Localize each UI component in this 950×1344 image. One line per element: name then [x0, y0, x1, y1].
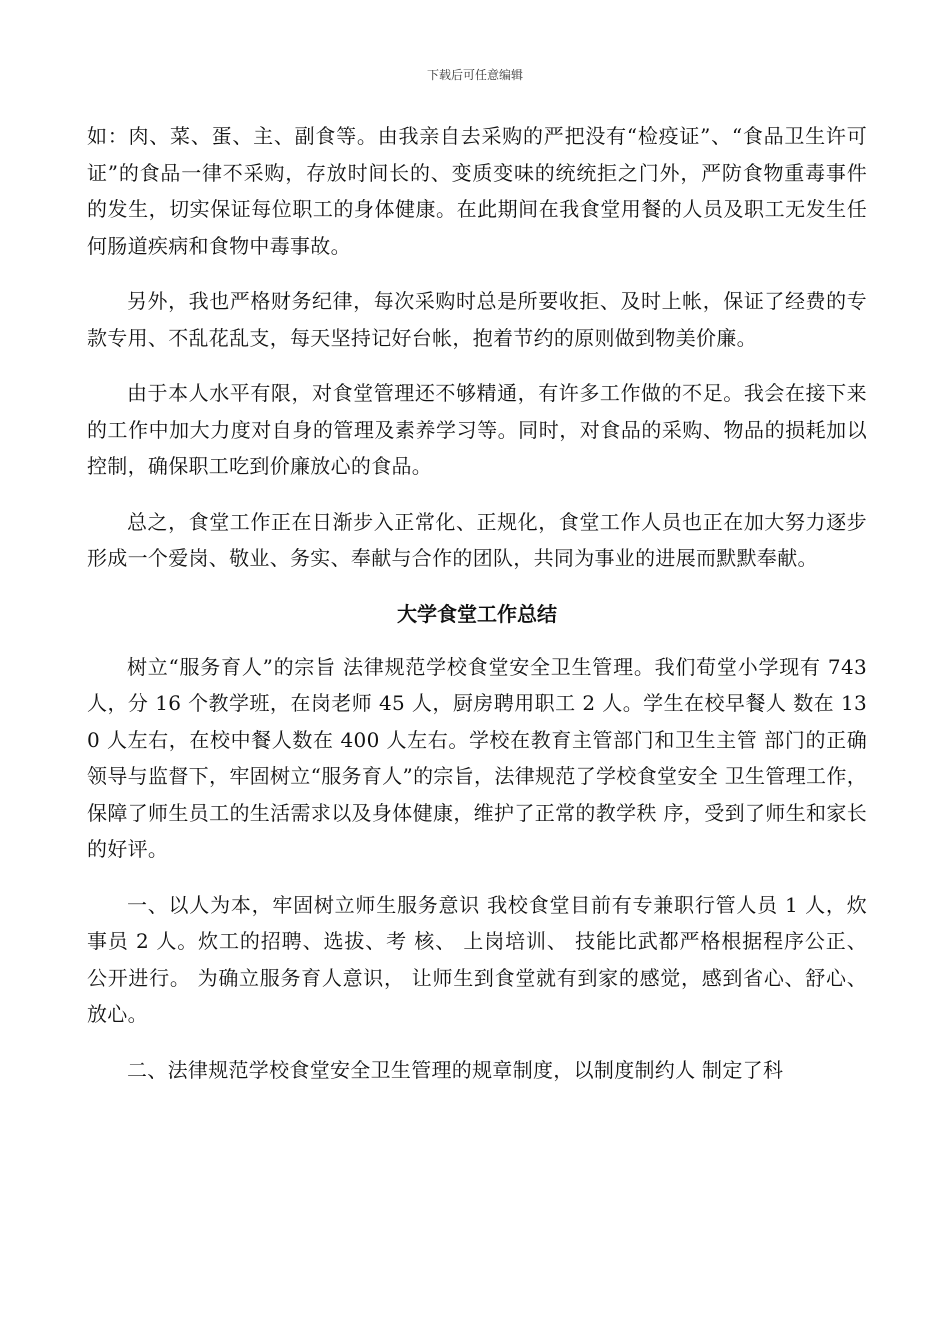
paragraph-finance: 另外，我也严格财务纪律，每次采购时总是所要收拒、及时上帐，保证了经费的专款专用、不乱花乱支，每天坚持记好台帐，抱着节约的原则做到物美价廉。	[87, 289, 867, 350]
document-body	[87, 118, 867, 1088]
paragraph-shortcomings: 由于本人水平有限，对食堂管理还不够精通，有许多工作做的不足。我会在接下来的工作中加大力度对自身的管理及素养学习等。同时，对食品的采购、物品的损耗加以控制，确保职工吃到价廉放心的食品。	[87, 381, 867, 478]
page-header-note: 下载后可任意编辑	[426, 68, 523, 82]
paragraph-service-purpose: 树立“服务育人”的宗旨 法律规范学校食堂安全卫生管理。我们荀堂小学现有 743 人，分 16 个教学班，在岗老师 45 人，厨房聘用职工 2 人。学生在校早餐人 数在 130 人左右，在校中餐人数在 400 人左右。学校在教育主管部门和卫生主管 部门的正确领导与监督下，牢固树立“服务育人”的宗旨，法律规范了学校食堂安全 卫生管理工作，保障了师生员工的生活需求以及身体健康，维护了正常的教学秩 序，受到了师生和家长的好评。	[87, 654, 867, 861]
paragraph-procurement: 如：肉、菜、蛋、主、副食等。由我亲自去采购的严把没有“检疫证”、“食品卫生许可证”的食品一律不采购，存放时间长的、变质变味的统统拒之门外，严防食物重毒事件的发生，切实保证每位职工的身体健康。在此期间在我食堂用餐的人员及职工无发生任何肠道疾病和食物中毒事故。	[87, 124, 867, 258]
paragraph-people-oriented: 一、以人为本，牢固树立师生服务意识 我校食堂目前有专兼职行管人员 1 人，炊事员 2 人。炊工的招聘、选拔、考 核、 上岗培训、 技能比武都严格根据程序公正、 公开进行。 为确立服务育人意识， 让师生到食堂就有到家的感觉，感到省心、舒心、放心。	[87, 892, 867, 1026]
paragraph-conclusion: 总之，食堂工作正在日渐步入正常化、正规化，食堂工作人员也正在加大努力逐步形成一个爱岗、敬业、务实、奉献与合作的团队，共同为事业的进展而默默奉献。	[87, 509, 867, 570]
section-title: 大学食堂工作总结	[397, 601, 557, 626]
paragraph-regulations: 二、法律规范学校食堂安全卫生管理的规章制度，以制度制约人 制定了科	[127, 1057, 784, 1082]
